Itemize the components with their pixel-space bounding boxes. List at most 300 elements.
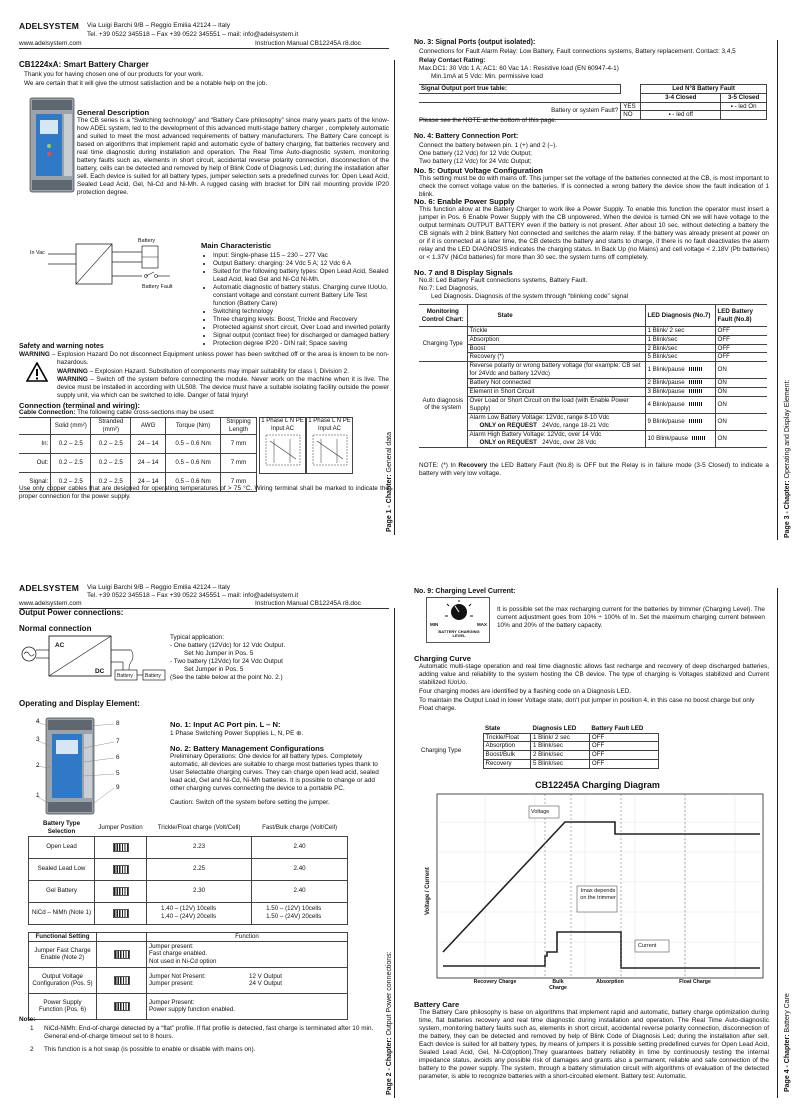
list-item: • Input: Single-phase 115 – 230 – 277 Vac	[213, 252, 391, 260]
table-header-cell: Monitoring Control Chart:	[419, 305, 467, 327]
table-cell: 2 Blink/pause	[647, 379, 685, 386]
battery-port-3: Two battery (12 Vdc) for 24 Vdc Output;	[419, 158, 532, 165]
general-description-title: General Description	[77, 108, 150, 117]
table-cell: 0.2 – 2.5	[91, 435, 131, 454]
diagram-battery-fault: Battery Fault	[142, 284, 173, 290]
table-row	[419, 733, 659, 742]
table-header-cell: State	[467, 305, 645, 327]
company-logo: ADELSYSTEM	[19, 21, 80, 31]
diagram-battery: Battery	[138, 238, 156, 244]
table-cell: ON	[715, 362, 767, 379]
charging-curve-1: Automatic multi-stage operation and real time diagnostic allows fast recharge and recovery of deep discharged batteries, adding value and reliability to the system hosting the CB device. The type of charging is Voltages stabilized and Current stabilized IUoUo.	[419, 663, 769, 686]
side-label: Page 3 - Chapter:	[784, 478, 791, 538]
table-cell: Boost	[467, 344, 645, 353]
connection-title: Connection (terminal and wiring):	[19, 401, 141, 410]
table-header-cell: Diagnosis LED	[532, 724, 577, 732]
warning-3-text: – Switch off the system before connecting the module. Never work on the machine when it is live. The device must be installed in according with UL508. The device must have a suitable isolating facility outside the power supply unit, via which can be switched to idle. Danger of fatal Injury!	[57, 376, 389, 399]
table-cell: Recovery	[483, 759, 531, 768]
signal-ports-title: No. 3: Signal Ports (output isolated):	[414, 39, 536, 46]
header-address: Via Luigi Barchi 9/B – Reggio Emilia 42124 – Italy	[87, 584, 230, 591]
warning-1-label: WARNING	[19, 351, 50, 358]
table-cell: Alarm High Battery Voltage: 12Vdc, over 14 Vdc	[469, 430, 602, 438]
table-header-cell	[19, 418, 51, 435]
table-row	[419, 362, 767, 379]
table-cell: ON	[715, 396, 767, 413]
product-callout-image	[28, 716, 128, 816]
table-cell: Trickle	[467, 327, 645, 336]
warning-2-label: WARNING	[57, 368, 88, 375]
header-website: www.adelsystem.com	[19, 600, 82, 607]
warning-3-label: WARNING	[57, 376, 88, 383]
side-label: Page 2 - Chapter:	[386, 1035, 393, 1095]
table-row	[29, 836, 348, 858]
table-row	[29, 941, 348, 967]
ac-label: AC	[55, 642, 65, 649]
jumper-icon	[114, 1002, 130, 1011]
table-cell: 0.2 – 2.5	[91, 454, 131, 473]
charging-curve-title: Charging Curve	[414, 654, 471, 663]
cable-connection	[19, 409, 215, 417]
table-cell: Trickle/Float	[483, 733, 531, 742]
table-cell: 0.2 – 2.5	[91, 473, 131, 492]
enable-power-title: No. 6: Enable Power Supply	[414, 197, 515, 206]
knob-max: MAX	[477, 622, 487, 627]
callout-5: 5	[116, 770, 120, 777]
table-cell: 2.40	[252, 880, 348, 902]
warning-1-text: – Explosion Hazard Do not disconnect Equipment unless power has been switched off or the area is known to be non-hazardous.	[49, 351, 389, 366]
table-cell: OFF	[715, 335, 767, 344]
battery-care-text: The Battery Care philosophy is base on algorithms that implement rapid and automatic, battery charge optimization during time, flat batteries recovery and real time diagnostic during installation and operation. The Real Time Auto-diagnostic system, monitoring battery faults such as, elements in short circuit, accidental reverse polarity connection, disconnection of the battery, they can be detected and removed by help of Blink Code of Diagnosis Led; during the installation after sell. Each device is suited for all battery types, by means of jumpers it is possible setting predefined curves for Open Lead Acid, Sealed Lead Acid, Gel, Ni-Cd(option).They guarantees battery reliability in time by continuously testing the internal impedance status, avoids any possible risk of damages and grants also a permanent, reliable and safe connection of the battery to the power supply. The system, through a battery stimulation circuit with algorithms of evaluation of the detected parameter, is able to recognize batteries with a short-circuited element. Battery test: Automatic.	[419, 1009, 769, 1080]
side-label: Page 1 - Chapter:	[386, 472, 393, 532]
table-cell: Element in Short Circuit	[467, 387, 645, 396]
general-description-text: The CB series is a “Switching technology” and “Battery Care philosophy” since many years parts of the know-how ADEL system, led to the development of this advanced multi-stage battery charger , completely automatic and suited to meet the most advanced requirements of battery manufacturers. The Battery Care concept is based on algorithms that implement rapid and automatic cycle of battery charging, flat batteries recovery and real time diagnostic during installation and operation. The Real Time Auto-diagnostic system, monitoring battery faults such as, elements in short circuit, accidental reverse polarity connection, disconnection of the battery, cells can be detected and removed by help of Blink Code of Diagnosis Led; during the installation after sell. Each device is suited for all battery types, jumper selection sets a predefined curves for: Open Lead Acid, Sealed Lead Acid, Gel, Ni-Cd and Ni-Mh. A rugged casing with bracket for DIN rail mounting provide IP20 protection degree.	[77, 117, 389, 196]
jumper-icon	[113, 843, 129, 852]
enable-power-text: This function allow at the Battery Charger to work like a Power Supply. To enable this function the operator must insert a jumper in Pos. 6 Enable Power Supply with the CB unpowered. When the device is turned ON we will have voltage to the output terminals OUTPUT BATTERY even if the battery is not present. After about 10 sec. without detecting a battery the CB signals with 2 blink Battery Not connected and switches the alarm relay. If the battery was already present at power on or if it is connected at a later time, the CB detects the battery and starts to charge, if there is no fault deactivates the alarm relay and the LED DIAGNOSIS indicates the charging status. In Back Up (no Mains) and cell voltage < 2.18V (Pb batteries) or < 1.37V (NiCd batteries) for more than 30 sec. the system turns off completely.	[419, 206, 769, 261]
truth-table	[419, 84, 767, 120]
table-cell: 7 mm	[221, 435, 257, 454]
callout-7: 7	[116, 738, 120, 745]
list-item: • Suited for the following battery types: Open Lead Acid, Sealed Lead Acid, lead Gel and Ni-Cd Ni-Mh.	[213, 268, 391, 284]
table-cell: 1 Blink/ 2 sec	[645, 327, 715, 336]
blink-pattern-icon	[689, 419, 703, 423]
table-row	[419, 387, 767, 396]
page-4-side-rule	[777, 588, 778, 1098]
diagram-imax-label: Imax depends on the trimmer	[580, 888, 616, 901]
table-cell: 12 V Output	[249, 972, 283, 980]
battery-type-table	[28, 820, 348, 925]
table-cell: Battery Not connected	[467, 379, 645, 388]
typical-line-2: Set No Jumper in Pos. 5	[184, 650, 254, 657]
table-header-cell: State	[485, 724, 501, 732]
table-cell: 5 Blink/sec	[645, 353, 715, 362]
display-signals-title: No. 7 and 8 Display Signals	[414, 268, 513, 277]
jumper-icon	[114, 976, 130, 985]
recovery-note	[419, 462, 769, 478]
table-cell: 0.2 – 2.5	[51, 435, 91, 454]
warning-3	[57, 376, 389, 400]
side-chapter: Operating and Display Element:	[784, 379, 791, 479]
list-item: • Output Battery: charging: 24 Vdc 5 A; 12 Vdc 6 A	[213, 260, 391, 268]
table-cell: 0.2 – 2.5	[51, 454, 91, 473]
main-characteristic-list	[203, 252, 391, 348]
charging-type-table	[419, 717, 659, 769]
table-cell: 24 – 14	[131, 454, 166, 473]
table-cell: Over Load or Short Circuit on the load (with Enable Power Supply)	[467, 396, 645, 413]
phase-wiring-box-2	[306, 417, 353, 474]
table-header-cell: Jumper Position	[98, 823, 143, 831]
table-cell: 24 – 14	[131, 435, 166, 454]
normal-connection-diagram	[19, 632, 169, 686]
main-characteristic-title: Main Characteristic	[201, 241, 272, 250]
page-2-side-label	[386, 951, 395, 1095]
table-cell: 2.40	[252, 858, 348, 880]
phase-float: Float Charge	[679, 979, 711, 985]
table-cell: Boost/Bulk	[483, 751, 531, 760]
table-cell: OFF	[589, 759, 658, 768]
table-row	[419, 430, 767, 447]
table-cell: Fast charge enabled.	[149, 950, 208, 958]
display-signals-2: No.7: Led Diagnosis,	[419, 285, 479, 292]
callout-1: 1	[36, 792, 40, 799]
typical-application: Typical application: - One battery (12Vdc) for 12 Vdc Output. Set No Jumper in Pos. 5 - Two battery (12Vdc) for 24 Vdc Output Set Jumper in Pos. 5 (See the table below at the point No. 2.)	[170, 634, 350, 682]
table-cell: OFF	[589, 733, 658, 742]
list-item: • Automatic diagnostic of battery status. Charging curve IUoUo, constant voltage and constant current Battery Life Test function (Battery Care)	[213, 284, 391, 308]
table-cell: Jumper present:	[149, 980, 194, 988]
typical-line-1: One battery (12Vdc) for 12 Vdc Output.	[173, 642, 286, 649]
diagram-in-vac: In Vac	[30, 250, 45, 256]
header-address: Via Luigi Barchi 9/B – Reggio Emilia 42124 – Italy	[87, 22, 230, 29]
group-label: Auto diagnosis of the system	[419, 362, 467, 448]
table-cell: In:	[19, 435, 51, 454]
table-cell: 0.2 – 2.5	[51, 473, 91, 492]
list-item: • Signal output (contact free) for discharged or damaged battery	[213, 332, 391, 340]
table-header-cell: Stripping Length	[221, 418, 257, 435]
battery-label-2: Battery	[145, 673, 161, 679]
truth-led-off: ▪ - led off	[641, 111, 721, 120]
phase-wiring-box-1	[259, 417, 306, 474]
truth-table-title: Signal Output port true table:	[419, 85, 621, 94]
group-label: Charging Type	[419, 327, 467, 362]
table-cell: Power Supply Function (Pos. 6)	[29, 993, 97, 1019]
table-header-cell: LED Battery Fault (No.8)	[715, 305, 767, 327]
diagram-voltage-label: Voltage	[531, 809, 550, 815]
diagram-title: CB12245A Charging Diagram	[535, 780, 660, 790]
table-cell: 1.40 – (24V) 20cells	[161, 913, 217, 920]
phase-wiring-diagram-1	[260, 433, 307, 473]
callout-3: 3	[36, 736, 40, 743]
blink-pattern-icon	[689, 367, 703, 371]
table-cell: ON	[715, 413, 767, 430]
table-cell: OFF	[589, 751, 658, 760]
relay-rating-label: Relay Contact Rating:	[419, 57, 486, 64]
table-cell: Jumper Not Present:	[149, 972, 206, 980]
note-label: NOTE: (*) In	[419, 462, 459, 469]
table-cell: 2.30	[147, 880, 252, 902]
cable-connection-text: The following cable cross-sections may be used:	[75, 409, 215, 416]
table-cell: Signal:	[19, 473, 51, 492]
table-cell: Jumper present:	[149, 942, 194, 950]
header-contacts: Tel. +39 0522 345518 – Fax +39 0522 345551 – mail: info@adelsystem.it	[87, 31, 299, 38]
table-cell: Recovery (*)	[467, 353, 645, 362]
table-cell: 2 Blink/sec	[645, 344, 715, 353]
table-header-cell: Solid (mm²)	[51, 418, 91, 435]
functional-setting-table	[28, 932, 348, 1020]
copper-note: Use only copper cables that are designed for operating temperatures of > 75 °C. Wiring terminal shall be marked to indicate the proper connection for the power supply.	[19, 485, 389, 500]
table-row	[29, 902, 348, 924]
on-request-label: ONLY on REQUEST	[479, 438, 537, 446]
table-cell: 7 mm	[221, 454, 257, 473]
table-header-cell: Battery Fault LED	[591, 724, 644, 732]
charging-diagram	[425, 780, 770, 990]
table-header-cell: Functional Setting	[29, 933, 97, 942]
jumper-icon	[113, 909, 129, 918]
signal-ports-text: Connections for Fault Alarm Relay: Low Battery, Fault connections systems, Battery replacement. Contact: 3,4,5	[419, 48, 736, 55]
output-voltage-title: No. 5: Output Voltage Configuration	[414, 166, 543, 175]
blink-pattern-icon	[689, 389, 703, 393]
side-chapter: General data	[386, 432, 393, 473]
warning-2	[57, 368, 389, 376]
table-cell: Reverse polarity or wrong battery voltage (for example: CB set for 24Vdc and battery 12Vdc)	[467, 362, 645, 379]
input-ac-title: No. 1: Input AC Port pin. L – N:	[170, 720, 281, 729]
list-item: • Three charging levels: Boost, Trickle and Recovery	[213, 316, 391, 324]
blink-pattern-icon	[689, 402, 703, 406]
table-cell: Power supply function enabled.	[149, 1006, 235, 1014]
battery-care-title: Battery Care	[414, 1000, 460, 1009]
group-label: Charging Type	[421, 746, 462, 754]
side-label: Page 4 - Chapter:	[784, 1032, 791, 1092]
table-cell: 2.40	[252, 836, 348, 858]
table-cell: 24 – 14	[131, 473, 166, 492]
table-cell: Not used in Ni-Cd option	[149, 958, 217, 966]
table-cell: 3 Blink/pause	[647, 387, 685, 395]
truth-col-1: 3-4 Closed	[641, 93, 721, 102]
table-row	[419, 344, 767, 353]
charging-curve-3: To maintain the Output Load in lower Voltage state, don’t put jumper in position 4, in this case no boost charge but only Float charge.	[419, 697, 755, 712]
table-cell: ON	[715, 379, 767, 388]
table-cell: Absorption	[483, 742, 531, 751]
cable-table	[19, 417, 257, 492]
battery-port-title: No. 4: Battery Connection Port:	[414, 133, 519, 140]
normal-connection-title: Normal connection	[19, 624, 92, 633]
table-row	[419, 413, 767, 430]
callout-6: 6	[116, 754, 120, 761]
relay-rating-1: Max.DC1: 30 Vdc 1 A; AC1: 60 Vac 1A : Resistive load (EN 60947-4-1)	[419, 65, 619, 72]
table-row	[29, 967, 348, 993]
header-manual: Instruction Manual CB12245A r8.doc	[255, 40, 361, 47]
table-cell: 2.23	[147, 836, 252, 858]
table-cell: OFF	[715, 327, 767, 336]
table-cell: 0.5 – 0.6 Nm	[166, 473, 221, 492]
table-row	[419, 379, 767, 388]
table-header-cell: Function	[147, 933, 348, 942]
table-cell: Sealed Lead Low	[29, 858, 95, 880]
output-voltage-text: This setting must be do with mains off. This jumper set the voltage of the batteries connected at the CB, is most important to check the correct voltage value on the batteries. If is connected a wrong battery the device show the fault indication of 1 blink.	[419, 175, 770, 198]
operating-display-title: Operating and Display Element:	[19, 699, 140, 708]
warning-1	[19, 351, 389, 367]
note-text: the LED Battery Fault (No.8) is OFF but the Relay is in failure mode (3-5 Closed) to indicate a battery with very low voltage.	[419, 462, 769, 477]
callout-8: 8	[116, 720, 120, 727]
table-cell: ON	[715, 430, 767, 447]
callout-9: 9	[116, 784, 120, 791]
jumper-icon	[114, 950, 130, 959]
charging-curve-2: Four charging modes are identified by a flashing code on a Diagnosis LED.	[419, 688, 632, 695]
charging-level-knob-icon	[426, 597, 490, 643]
jumper-icon	[113, 887, 129, 896]
typical-line-5: (See the table below at the point No. 2.)	[170, 674, 283, 681]
table-cell: 10 Blink/pause	[647, 434, 689, 442]
diagram-y-label: Voltage / Current	[425, 867, 431, 915]
table-row	[29, 858, 348, 880]
callout-4: 4	[36, 718, 40, 725]
output-power-title: Output Power connections:	[19, 608, 124, 617]
battery-port-2: One battery (12 Vdc) for 12 Vdc Output;	[419, 150, 532, 157]
battery-label-1: Battery	[117, 673, 133, 679]
table-header-cell: Torque (Nm)	[166, 418, 221, 435]
warning-2-text: – Explosion Hazard. Substitution of components may impair suitability for class I, Division 2.	[87, 368, 349, 375]
table-header-cell: Fast/Bulk charge (Volt/Cell)	[262, 823, 338, 831]
table-header-cell: Trickle/Float charge (Volt/Cell)	[157, 823, 241, 831]
product-image	[28, 96, 76, 194]
page-title: CB1224xA: Smart Battery Charger	[19, 60, 149, 69]
table-cell: OFF	[715, 344, 767, 353]
truth-no: NO	[621, 111, 641, 120]
list-item: • Switching technology	[213, 308, 391, 316]
page-4-side-label	[784, 993, 793, 1092]
table-row	[19, 435, 257, 454]
table-cell: Output Voltage Configuration (Pos. 5)	[29, 967, 97, 993]
on-request-range: 24Vdc, range 18-21 Vdc	[542, 421, 609, 429]
typical-line-4: Set Jumper in Pos. 5	[184, 666, 244, 673]
table-cell: Alarm Low Battery Voltage: 12Vdc, range 8-10 Vdc	[469, 413, 610, 421]
note-1: NiCd-NiMh: End-of-charge detected by a “flat” profile. If flat profile is detected, fast charge is terminated after 10 min. General end-of-charge timeout set to 8 hours.	[44, 1025, 374, 1040]
table-cell: Absorption	[467, 335, 645, 344]
phase-absorption: Absorption	[596, 979, 624, 985]
list-item: • Protection degree IP20 - DIN rail; Space saving	[213, 340, 391, 348]
table-cell: 0.5 – 0.6 Nm	[166, 454, 221, 473]
truth-yes: YES	[621, 102, 641, 111]
table-cell: Jumper Present:	[149, 998, 195, 1006]
note-1-number: 1	[30, 1025, 34, 1032]
on-request-label: ONLY on REQUEST	[479, 421, 537, 429]
safety-title: Safety and warning notes	[19, 343, 104, 350]
diagram-current-label: Current	[638, 943, 657, 949]
charging-level-title: No. 9: Charging Level Current:	[414, 588, 516, 595]
knob-min: MIN	[430, 622, 439, 627]
note-title: Note:	[19, 1016, 36, 1023]
note-2: This function is a hot swap (is possible to enable or disable with mains on).	[44, 1046, 256, 1053]
block-diagram	[30, 236, 202, 298]
display-signals-3: Led Diagnosis. Diagnosis of the system through “blinking code” signal	[431, 293, 629, 300]
table-cell: Open Lead	[29, 836, 95, 858]
page-1-side-label	[386, 432, 395, 532]
page-3-side-label	[784, 380, 793, 538]
table-row	[29, 993, 348, 1019]
table-cell: ON	[715, 387, 767, 396]
battery-management-text: Preliminary Operations: One device for all battery types. Completely automatic, all devices are suitable to charge most batteries types thank to User Selectable charging curves. They can charge open lead acid, sealed lead acid, Gel and Ni-Cd, Ni-Mh batteries. It is possible to change or add other charging curves connecting the device to a portable PC.	[170, 753, 379, 792]
on-request-range: 24Vdc, over 28 Vdc	[542, 438, 597, 446]
table-cell: NiCd – NiMh (Note 1)	[29, 902, 95, 924]
table-cell: 1 Blink/sec	[645, 335, 715, 344]
table-cell: 2 Blink/sec	[531, 751, 590, 760]
note-bold: Recovery	[458, 462, 488, 469]
battery-port-1: Connect the battery between pin. 1 (+) and 2 (–).	[419, 142, 558, 149]
truth-col-2: 3-5 Closed	[721, 93, 767, 102]
table-cell: 7 mm	[221, 473, 257, 492]
table-cell: OFF	[715, 353, 767, 362]
note-2-number: 2	[30, 1046, 34, 1053]
typical-title: Typical application:	[170, 634, 224, 641]
input-ac-text: 1 Phase Switching Power Supplies L, N, PE ⊕.	[170, 730, 304, 737]
relay-rating-2: Min.1mA at 5 Vdc: Min. permissive load	[431, 73, 543, 80]
table-cell: 4 Blink/pause	[647, 400, 685, 408]
table-cell: 9 Blink/pause	[647, 417, 685, 425]
table-cell: 1.50 – (24V) 20cells	[266, 913, 322, 920]
table-cell: 2.25	[147, 858, 252, 880]
truth-note: Please see the NOTE at the bottom of this page.	[419, 117, 557, 124]
knob-label: BATTERY CHARGING LEVEL	[438, 629, 480, 639]
company-logo: ADELSYSTEM	[19, 583, 80, 593]
table-row	[19, 454, 257, 473]
table-header-cell: AWG	[131, 418, 166, 435]
table-row	[419, 353, 767, 362]
header-website: www.adelsystem.com	[19, 40, 82, 47]
table-row	[29, 880, 348, 902]
table-cell: 1 Blink/ 2 sec	[531, 733, 590, 742]
callout-2: 2	[36, 762, 40, 769]
truth-question: Battery or system Fault?	[419, 102, 621, 120]
battery-management-caution: Caution: Switch off the system before setting the jumper.	[170, 799, 330, 806]
side-chapter: Battery Care	[784, 993, 791, 1033]
table-cell: 24 V Output	[249, 980, 283, 988]
table-header-cell: Stranded (mm²)	[91, 418, 131, 435]
phase-wiring-diagram-2	[307, 433, 354, 473]
header-manual: Instruction Manual CB12245A r8.doc	[255, 600, 361, 607]
typical-line-3: Two battery (12Vdc) for 24 Vdc Output	[173, 658, 283, 665]
side-chapter: Output Power connections:	[386, 951, 393, 1036]
intro-line-2: We are certain that it will give the utmost satisfaction and be a notable help on the job.	[24, 80, 268, 87]
page-3-side-rule	[777, 40, 778, 540]
jumper-icon	[113, 865, 129, 874]
cable-connection-label: Cable Connection:	[19, 409, 76, 416]
header-rule	[19, 40, 389, 49]
table-cell: 5 Blink/sec	[531, 759, 590, 768]
table-row	[419, 327, 767, 336]
table-cell: OFF	[589, 742, 658, 751]
blink-pattern-icon	[689, 380, 703, 384]
list-item: • Protected against short circuit, Over Load and inverted polarity	[213, 324, 391, 332]
table-cell: Out:	[19, 454, 51, 473]
monitoring-table	[419, 304, 767, 448]
charging-level-text: It is possible set the max recharging current for the batteries by trimmer (Charging Level). The current adjustment goes from 10% ÷ 100% of In. Set the maximum charging current between 10% and 20% of the battery capacity.	[497, 606, 765, 629]
table-cell: 1.40 – (12V) 10cells	[161, 905, 217, 913]
dc-label: DC	[95, 668, 105, 675]
table-cell: 1.50 – (12V) 10cells	[266, 905, 322, 913]
table-row	[419, 396, 767, 413]
phase-header-1: 1 Phase L N PE Input AC	[261, 418, 304, 432]
blink-pattern-icon	[692, 436, 706, 440]
table-cell: 0.5 – 0.6 Nm	[166, 435, 221, 454]
header-contacts: Tel. +39 0522 345518 – Fax +39 0522 345551 – mail: info@adelsystem.it	[87, 592, 299, 599]
table-header-cell: Battery Type Selection	[42, 820, 81, 835]
intro-line-1: Thank you for having chosen one of our products for your work.	[24, 71, 204, 78]
phase-recovery: Recovery Charge	[473, 979, 517, 985]
table-row	[419, 335, 767, 344]
battery-management-title: No. 2: Battery Management Configurations	[170, 744, 324, 753]
table-header-cell: LED Diagnosis (No.7)	[645, 305, 715, 327]
table-cell: Jumper Fast Charge Enable (Note 2)	[29, 941, 97, 967]
truth-led-on: ▪ - led On	[721, 102, 767, 111]
truth-led-head: Led N°8 Battery Fault	[641, 85, 767, 94]
